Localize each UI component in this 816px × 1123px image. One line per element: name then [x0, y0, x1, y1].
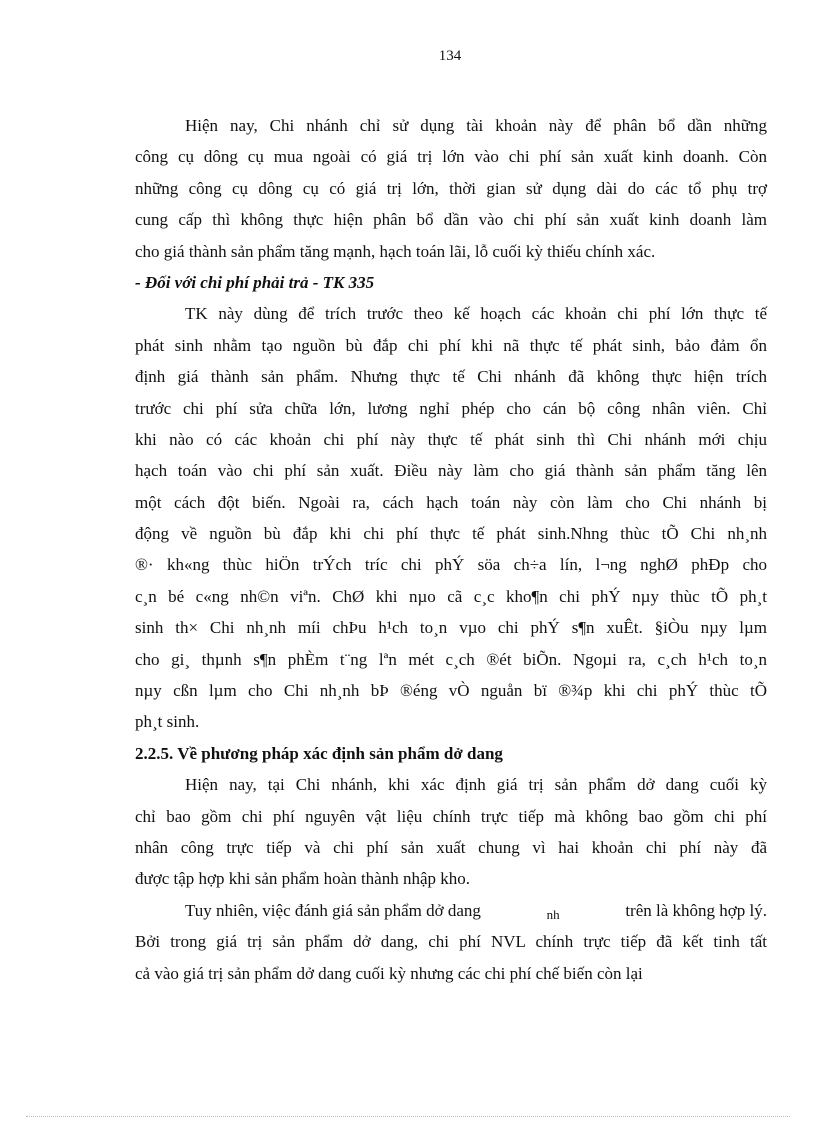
text-segment: trên là không hợp lý.	[625, 900, 767, 920]
text-line: hạch toán vào chi phí sản xuất. Điều này làm cho giá thành sản phẩm tăng lên	[135, 461, 767, 481]
text-line: chỉ bao gồm chi phí nguyên vật liệu chính trực tiếp mà không bao gồm chi phí	[135, 806, 767, 826]
paragraph	[135, 298, 767, 737]
text-line: c¸n bé c«ng nh©n viªn. ChØ khi nµo cã c¸c kho¶n chi phÝ nµy thùc tÕ ph¸t	[135, 586, 767, 606]
paragraph	[135, 895, 767, 989]
text-line: một cách đột biến. Ngoài ra, cách hạch toán này còn làm cho Chi nhánh bị	[135, 492, 767, 512]
inline-small-text: nh	[546, 906, 560, 922]
text-line: ph¸t sinh.	[135, 712, 200, 732]
text-line: TK này dùng để trích trước theo kế hoạch các khoản chi phí lớn thực tế	[185, 304, 767, 324]
document-body	[135, 110, 767, 989]
paragraph	[135, 769, 767, 895]
text-line: nµy cßn lµm cho Chi nh¸nh bÞ ®éng vÒ nguån bï ®¾p khi chi phÝ thùc tÕ	[135, 681, 767, 701]
text-line: nhân công trực tiếp và chi phí sản xuất chung vì hai khoản chi phí này đã	[135, 837, 767, 857]
section-heading: 2.2.5. Về phương pháp xác định sản phẩm dở dang	[135, 743, 503, 763]
text-segment: Tuy nhiên, việc đánh giá sản phẩm dở dang	[185, 900, 481, 920]
text-line: cho gi¸ thµnh s¶n phÈm t¨ng lªn mét c¸ch ®ét biÕn. Ngoµi ra, c¸ch h¹ch to¸n	[135, 649, 767, 669]
text-line: Hiện nay, tại Chi nhánh, khi xác định giá trị sản phẩm dở dang cuối kỳ	[185, 775, 767, 795]
text-line: được tập hợp khi sản phẩm hoàn thành nhập kho.	[135, 869, 471, 889]
text-line	[135, 895, 767, 926]
text-line: động về nguồn bù đắp khi chi phí thực tế phát sinh.Nhng thùc tÕ Chi nh¸nh	[135, 524, 767, 544]
text-line: Bởi trong giá trị sản phẩm dở dang, chi phí NVL chính trực tiếp đã kết tinh tất	[135, 932, 767, 952]
page-number: 134	[438, 48, 462, 64]
text-line: khi nào có các khoản chi phí này thực tế phát sinh thì Chi nhánh mới chịu	[135, 429, 767, 449]
text-line: sinh th× Chi nh¸nh míi chÞu h¹ch to¸n vµo chi phÝ s¶n xuÊt. §iÒu nµy lµm	[135, 618, 767, 638]
text-line: trước chi phí sửa chữa lớn, lương nghỉ phép cho cán bộ công nhân viên. Chỉ	[135, 398, 767, 418]
text-line: những công cụ dông cụ có giá trị lớn, thời gian sử dụng dài do các tổ phụ trợ	[135, 178, 767, 198]
text-line: định giá thành sản phẩm. Nhưng thực tế Chi nhánh đã không thực hiện trích	[135, 367, 767, 387]
text-line: công cụ dông cụ mua ngoài có giá trị lớn vào chi phí sản xuất kinh doanh. Còn	[135, 147, 767, 167]
text-line: cung cấp thì không thực hiện phân bổ dần vào chi phí sản xuất kinh doanh làm	[135, 210, 767, 230]
paragraph	[135, 110, 767, 267]
subsection-heading: - Đối với chi phí phải trả - TK 335	[135, 272, 375, 292]
text-line: cho giá thành sản phẩm tăng mạnh, hạch toán lãi, lỗ cuối kỳ thiếu chính xác.	[135, 241, 656, 261]
text-line: cả vào giá trị sản phẩm dở dang cuối kỳ nhưng các chi phí chế biến còn lại	[135, 963, 643, 983]
text-line: phát sinh nhằm tạo nguồn bù đắp chi phí khi nã thực tế phát sinh, bảo đảm ổn	[135, 335, 767, 355]
text-line: ®· kh«ng thùc hiÖn trÝch tríc chi phÝ söa ch÷a lín, l¬ng nghØ phÐp cho	[135, 555, 767, 575]
text-line: Hiện nay, Chi nhánh chỉ sử dụng tài khoản này để phân bổ dần những	[185, 116, 767, 135]
page-bottom-border	[26, 1116, 790, 1117]
